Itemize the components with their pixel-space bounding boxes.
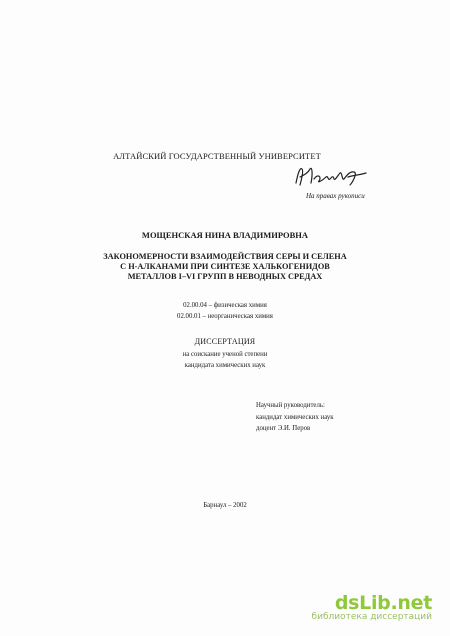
title-line: МЕТАЛЛОВ I–VI ГРУПП В НЕВОДНЫХ СРЕДАХ: [127, 272, 323, 281]
dslib-watermark: [312, 592, 432, 622]
specialty-line: 02.00.01 – неорганическая химия: [177, 313, 273, 320]
author-name: МОЩЕНСКАЯ НИНА ВЛАДИМИРОВНА: [141, 230, 309, 240]
city-year: Барнаул – 2002: [203, 502, 247, 509]
watermark-subtitle: библиотека диссертаций: [311, 612, 432, 622]
specialty-line: 02.00.04 – физическая химия: [183, 302, 267, 309]
document-type: ДИССЕРТАЦИЯ: [194, 337, 256, 346]
degree-line: кандидата химических наук: [184, 361, 266, 369]
degree-sought: [0, 350, 450, 371]
supervisor-line: доцент Э.И. Перов: [256, 425, 311, 432]
supervisor-line: кандидат химических наук: [256, 413, 334, 421]
title-line: ЗАКОНОМЕРНОСТИ ВЗАИМОДЕЙСТВИЯ СЕРЫ И СЕЛЕНА: [103, 252, 347, 261]
degree-line: на соискание ученой степени: [182, 351, 268, 358]
watermark-logo: dsLib.net: [334, 592, 432, 614]
title-line: С Н-АЛКАНАМИ ПРИ СИНТЕЗЕ ХАЛЬКОГЕНИДОВ: [120, 262, 330, 271]
supervisor-line: Научный руководитель:: [256, 402, 325, 409]
manuscript-rights-note: На правах рукописи: [306, 192, 365, 200]
scientific-supervisor: [256, 400, 334, 435]
specialty-codes: [0, 300, 450, 322]
handwritten-signature: [292, 163, 372, 191]
dissertation-title: [0, 252, 450, 282]
university-name: АЛТАЙСКИЙ ГОСУДАРСТВЕННЫЙ УНИВЕРСИТЕТ: [113, 151, 321, 161]
